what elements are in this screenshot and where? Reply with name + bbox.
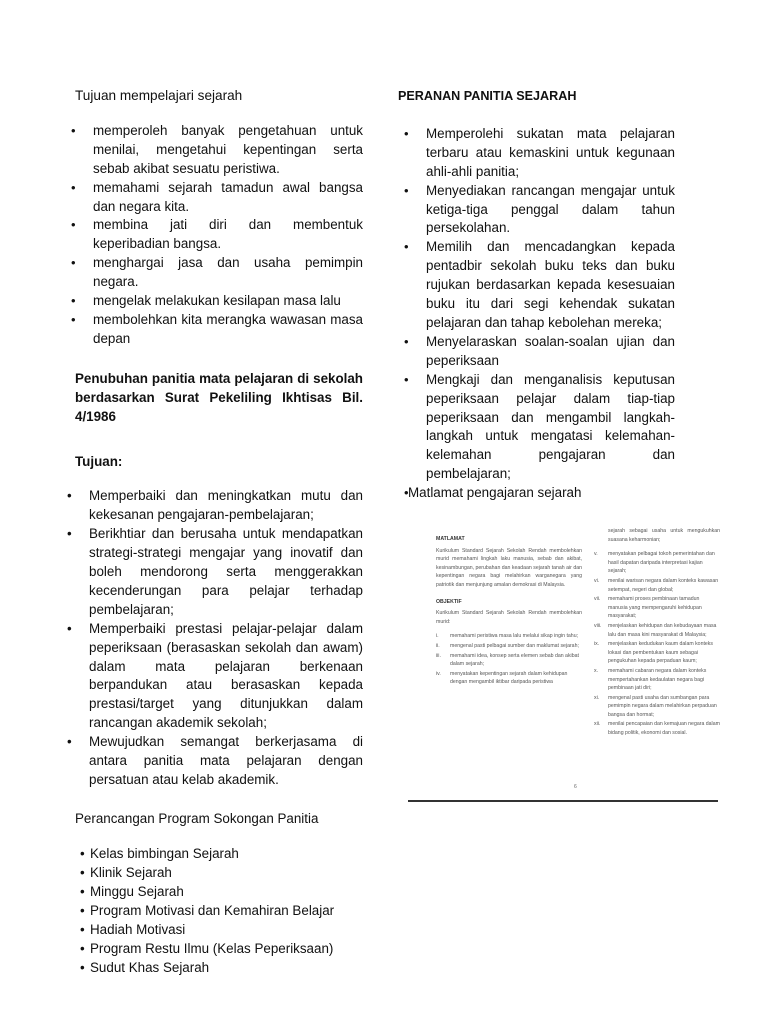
left-column (67, 87, 363, 978)
goal-item: • memperoleh banyak pengetahuan untuk menilai, mengetahui kepentingan serta sebab akibat sesuatu peristiwa. (71, 122, 363, 176)
role-item: • Menyelaraskan soalan-soalan ujian dan peperiksaan (404, 333, 675, 368)
doc-right-column (594, 527, 720, 739)
doc-right-item: xi. mengenal pasti usaha dan sumbangan para pemimpin negara dalam melahirkan perpaduan bangsa dan hormat; (594, 694, 717, 718)
tujuan-list (67, 487, 363, 790)
tujuan-item: • Memperbaiki dan meningkatkan mutu dan kekesanan pengajaran-pembelajaran; (67, 488, 363, 523)
curriculum-page-image (408, 525, 720, 805)
doc-right-item: viii. menjelaskan kehidupan dan kebudayaan masa lalu dan masa kini masyarakat di Malaysia; (594, 622, 717, 638)
program-title: Perancangan Program Sokongan Panitia (75, 810, 319, 826)
roles-list: • Memperolehi sukatan mata pelajaran terbaru atau kemaskini untuk kegunaan ahli-ahli panitia; • Menyediakan rancangan mengajar untuk ketiga-tiga penggal dalam tahun persekolahan. • Memilih dan mencadangkan kepada pentadbir sekolah buku teks dan buku rujukan berdasarkan kepada kesesuaian buku itu dari segi kehendak sukatan pelajaran dan tahap kebolehan mereka; • Menyelaraskan soalan-soalan ujian dan peperiksaan • Mengkaji dan menganalisis keputusan peperiksaan pelajar dalam tiap-tiap peperiksaan dan mengambil langkah-langkah untuk mengatasi kelemahan-kelemahan pengajaran dan pembelajaran; • (404, 125, 675, 501)
right-column (398, 87, 675, 503)
role-item: • Menyediakan rancangan mengajar untuk ketiga-tiga penggal dalam tahun persekolahan. (404, 182, 675, 236)
goals-list (71, 122, 363, 349)
tujuan-title: Tujuan: (75, 453, 123, 469)
role-item: • Memilih dan mencadangkan kepada pentadbir sekolah buku teks dan buku rujukan berdasarkan kepada kesesuaian buku itu dari segi kehendak sukatan pelajaran dan tahap kebolehan mereka; (404, 239, 675, 330)
program-list (80, 845, 363, 978)
goal-item: • membina jati diri dan membentuk keperibadian bangsa. (71, 217, 363, 252)
matlamat-title: Matlamat pengajaran sejarah (408, 485, 582, 501)
role-item: • Memperolehi sukatan mata pelajaran terbaru atau kemaskini untuk kegunaan ahli-ahli panitia; (404, 125, 675, 179)
goal-item: • mengelak melakukan kesilapan masa lalu (71, 293, 341, 309)
tujuan-item: • Mewujudkan semangat berkerjasama di antara panitia mata pelajaran dengan persatuan atau kelab akademik. (67, 734, 363, 787)
doc-right-item: ix. menjelaskan kedudukan kaum dalam konteks lokasi dan pembentukan kaum sebagai pengukuhan kepada perpaduan kaum; (594, 641, 713, 665)
doc-bottom-rule (408, 800, 718, 802)
doc-matlamat-heading: MATLAMAT (436, 536, 465, 542)
doc-right-item: vi. menilai warisan negara dalam konteks kawasan setempat, negeri dan global; (594, 577, 719, 593)
goal-item: • menghargai jasa dan usaha pemimpin negara. (71, 255, 363, 290)
goals-title: Tujuan mempelajari sejarah (75, 88, 243, 103)
doc-right-item: x. memahami cabaran negara dalam konteks mempertahankan kedaulatan negara bagi pembinaan jati diri; (594, 667, 707, 692)
tujuan-item: • Memperbaiki prestasi pelajar-pelajar dalam peperiksaan (berasaskan sekolah dan awam) dalam mata pelajaran berkenaan berpandukan atau berasaskan kepada prestasi/target yang ditunjukkan dalam rancangan akademik sekolah; (67, 620, 363, 731)
doc-objektif-item: iii. memahami idea, konsep serta elemen sebab dan akibat dalam sejarah; (436, 652, 579, 668)
doc-objektif-item: iv. menyatakan kepentingan sejarah dalam kehidupan dengan mengambil iktibar daripada peristiwa (436, 670, 568, 686)
goal-item: • membolehkan kita merangka wawasan masa depan (71, 311, 363, 346)
tujuan-item: • Berikhtiar dan berusaha untuk mendapatkan strategi-strategi mengajar yang inovatif dan boleh mendorong serta menggerakkan kecenderungan para pelajar terhadap pembelajaran; (67, 526, 363, 617)
doc-objektif-list (436, 632, 582, 687)
program-item: • Klinik Sejarah (80, 864, 172, 880)
doc-right-item: v. menyatakan pelbagai tokoh pemerintahan dan hasil dapatan daripada interpretasi kajian sejarah; (594, 551, 715, 575)
doc-right-item: vii. memahami proses pembinaan tamadun manusia yang mempengaruhi kehidupan masyarakat; (594, 596, 702, 620)
doc-objektif-heading: OBJEKTIF (436, 598, 462, 605)
doc-objektif-item: ii. mengenal pasti pelbagai sumber dan maklumat sejarah; (436, 642, 579, 649)
doc-matlamat-text: Kurikulum Standard Sejarah Sekolah Rendah membolehkan murid memahami lingkah laku manusia, sebab dan akibat, kesinambungan, perubahan dan keadaan sejarah tanah air dan kepentingan negara bagi melahirkan warganegara yang patriotik dan menjunjung amalan demokrasi di Malaysia. (436, 547, 582, 588)
role-item: • Mengkaji dan menganalisis keputusan peperiksaan pelajar dalam tiap-tiap peperiksaan dan mengambil langkah-langkah untuk mengatasi kelemahan-kelemahan pengajaran dan pembelajaran; (404, 371, 675, 482)
doc-right-item: xii. menilai pencapaian dan kemajuan negara dalam bidang politik, ekonomi dan sosial. (594, 721, 720, 737)
doc-right-lead: sejarah sebagai usaha untuk mengukuhkan suasana keharmonian; (608, 528, 720, 543)
program-item: • Sudut Khas Sejarah (80, 959, 210, 975)
doc-page-number: 6 (574, 784, 577, 790)
goal-item: • memahami sejarah tamadun awal bangsa dan negara kita. (71, 179, 363, 214)
doc-objektif-item: i. memahami peristiwa masa lalu melalui sikap ingin tahu; (436, 633, 579, 640)
roles-title: PERANAN PANITIA SEJARAH (398, 89, 577, 103)
program-item: • Program Motivasi dan Kemahiran Belajar (80, 902, 335, 918)
establishment-note: Penubuhan panitia mata pelajaran di sekolah berdasarkan Surat Pekeliling Ikhtisas Bil. 4/1986 (75, 370, 363, 424)
program-item: • Kelas bimbingan Sejarah (80, 845, 239, 861)
program-item: • Program Restu Ilmu (Kelas Peperiksaan) (80, 940, 334, 956)
doc-objektif-intro: Kurikulum Standard Sejarah Sekolah Rendah membolehkan murid: (436, 610, 582, 625)
program-item: • Hadiah Motivasi (80, 921, 186, 937)
doc-right-list (594, 550, 720, 737)
program-item: • Minggu Sejarah (80, 883, 184, 899)
doc-left-column (436, 535, 582, 688)
